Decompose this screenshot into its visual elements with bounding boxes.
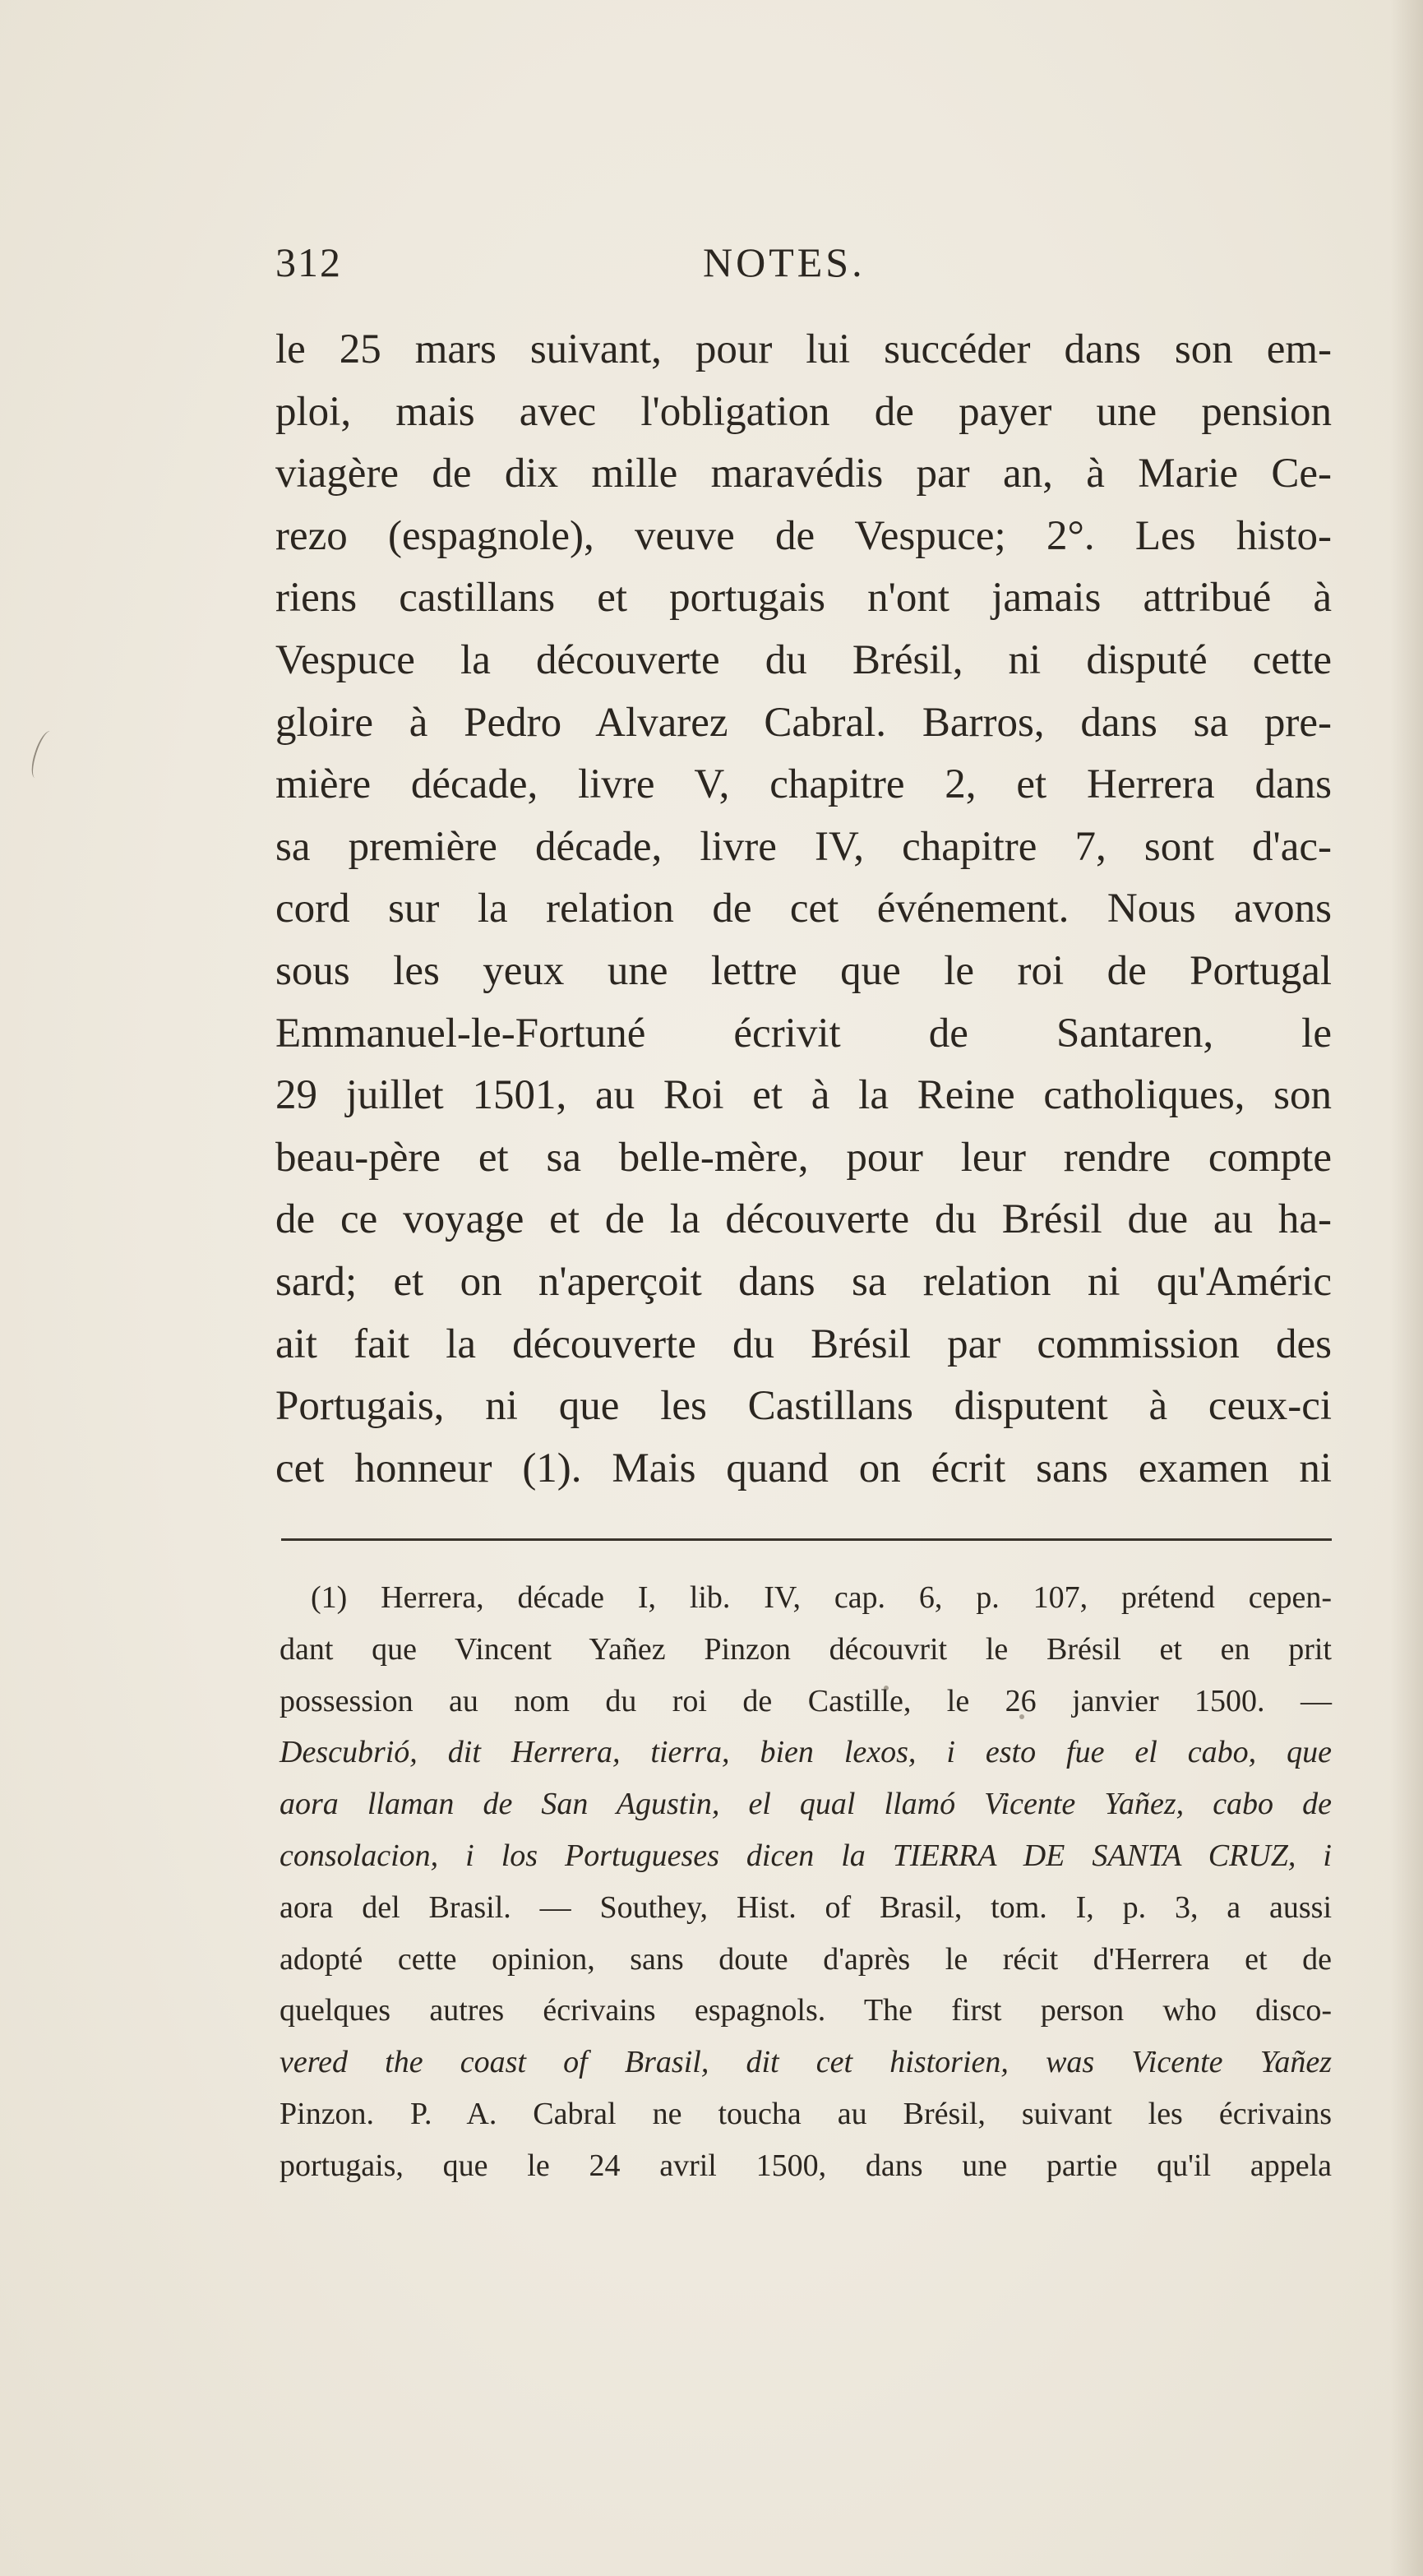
text-line: rezo (espagnole), veuve de Vespuce; 2°. Les histo- <box>275 512 1332 559</box>
footnote-line: aora del Brasil. — Southey, Hist. of Brasil, tom. I, p. 3, a aussi <box>280 1889 1332 1925</box>
footnote-line: (1) Herrera, décade I, lib. IV, cap. 6, p. 107, prétend cepen- <box>311 1580 1332 1615</box>
footnote-line: dant que Vincent Yañez Pinzon découvrit le Brésil et en prit <box>280 1631 1332 1667</box>
text-line: riens castillans et portugais n'ont jamais attribué à <box>275 575 1332 622</box>
text-line: viagère de dix mille maravédis par an, à Marie Ce- <box>275 451 1332 497</box>
text-line: sous les yeux une lettre que le roi de Portugal <box>275 947 1332 994</box>
text-line: cord sur la relation de cet événement. Nous avons <box>275 886 1332 932</box>
footnote-divider <box>281 1538 1332 1541</box>
text-line: cet honneur (1). Mais quand on écrit sans examen ni <box>275 1445 1332 1491</box>
text-line: mière décade, livre V, chapitre 2, et Herrera dans <box>275 761 1332 808</box>
footnote-block <box>280 1572 1332 2192</box>
text-line: gloire à Pedro Alvarez Cabral. Barros, dans sa pre- <box>275 699 1332 746</box>
page-edge-shadow <box>1390 0 1423 2576</box>
footnote-line: possession au nom du roi de Castille, le 26 janvier 1500. — <box>280 1683 1332 1718</box>
footnote-line: consolacion, i los Portugueses dicen la TIERRA DE SANTA CRUZ, i <box>280 1838 1332 1873</box>
text-line: Emmanuel-le-Fortuné écrivit de Santaren, le <box>275 1010 1332 1057</box>
footnote-line: portugais, que le 24 avril 1500, dans une partie qu'il appela <box>280 2148 1332 2183</box>
text-line: ploi, mais avec l'obligation de payer une pension <box>275 388 1332 435</box>
text-line: ait fait la découverte du Brésil par commission des <box>275 1320 1332 1367</box>
text-line: le 25 mars suivant, pour lui succéder dans son em- <box>275 326 1332 372</box>
text-line: 29 juillet 1501, au Roi et à la Reine catholiques, son <box>275 1072 1332 1119</box>
text-line: de ce voyage et de la découverte du Brésil due au ha- <box>275 1196 1332 1243</box>
footnote-line: vered the coast of Brasil, dit cet historien, was Vicente Yañez <box>280 2045 1332 2080</box>
main-text-block <box>275 319 1332 1500</box>
text-line: sa première décade, livre IV, chapitre 7, sont d'ac- <box>275 823 1332 870</box>
text-line: Vespuce la découverte du Brésil, ni disputé cette <box>275 636 1332 683</box>
footnote-line: Descubrió, dit Herrera, tierra, bien lexos, i esto fue el cabo, que <box>280 1735 1332 1770</box>
page-header <box>275 238 1332 296</box>
footnote-line: adopté cette opinion, sans doute d'après le récit d'Herrera et de <box>280 1941 1332 1977</box>
page-number: 312 <box>275 239 342 285</box>
running-title: NOTES. <box>703 239 866 285</box>
footnote-line: Pinzon. P. A. Cabral ne toucha au Brésil, suivant les écrivains <box>280 2096 1332 2131</box>
text-line: beau-père et sa belle-mère, pour leur rendre compte <box>275 1134 1332 1181</box>
text-line: sard; et on n'aperçoit dans sa relation ni qu'Améric <box>275 1258 1332 1305</box>
margin-pencil-mark <box>27 728 58 780</box>
footnote-line: aora llaman de San Agustin, el qual llamó Vicente Yañez, cabo de <box>280 1787 1332 1822</box>
footnote-line: quelques autres écrivains espagnols. The first person who disco- <box>280 1993 1332 2028</box>
text-line: Portugais, ni que les Castillans disputent à ceux-ci <box>275 1383 1332 1430</box>
